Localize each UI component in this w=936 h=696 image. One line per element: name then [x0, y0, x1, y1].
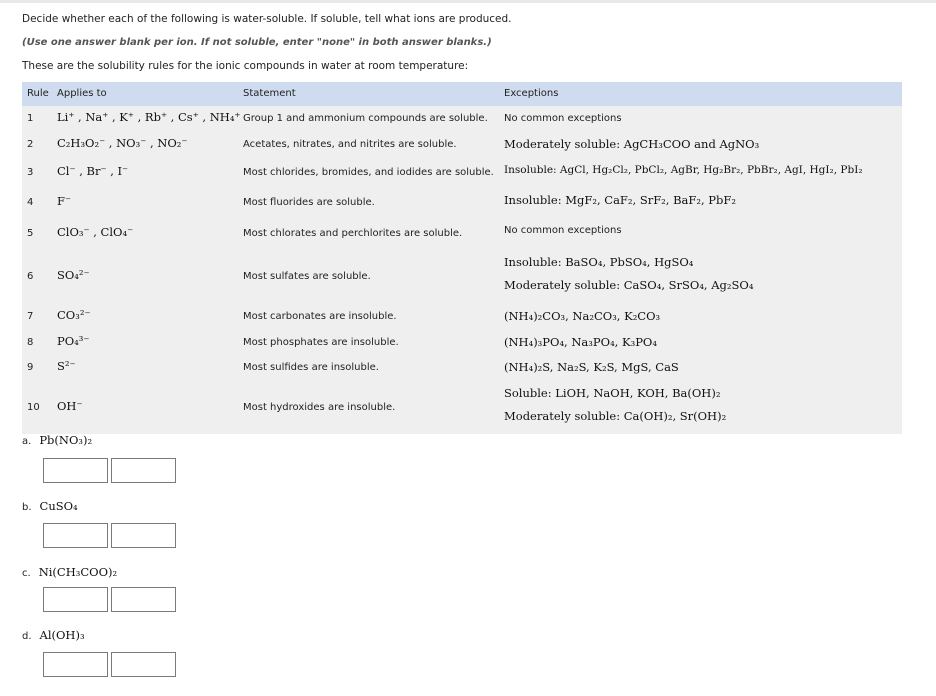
applies-to-ions: PO₄³⁻	[57, 334, 90, 348]
rule-number: 8	[27, 337, 34, 348]
rule-exceptions: Insoluble: AgCl, Hg₂Cl₂, PbCl₂, AgBr, Hg₂Br₂, PbBr₂, AgI, HgI₂, PbI₂	[504, 164, 863, 176]
rule-exceptions: (NH₄)₃PO₄, Na₃PO₄, K₃PO₄	[504, 335, 657, 349]
applies-to-ions: S²⁻	[57, 359, 76, 373]
rule-exceptions: (NH₄)₂S, Na₂S, K₂S, MgS, CaS	[504, 360, 679, 374]
answer-blank-a-2[interactable]	[111, 458, 176, 483]
part-d	[22, 628, 85, 642]
compound-formula: Ni(CH₃COO)₂	[38, 565, 118, 579]
rule-exceptions: No common exceptions	[504, 113, 622, 124]
rule-number: 5	[27, 228, 34, 239]
compound-formula: CuSO₄	[39, 499, 78, 513]
applies-to-ions: C₂H₃O₂⁻ , NO₃⁻ , NO₂⁻	[57, 136, 188, 150]
rule-number: 6	[27, 271, 34, 282]
rule-exceptions: Moderately soluble: CaSO₄, SrSO₄, Ag₂SO₄	[504, 278, 754, 292]
part-letter: b.	[22, 502, 32, 513]
applies-to-ions: Cl⁻ , Br⁻ , I⁻	[57, 164, 129, 178]
applies-to-ions: OH⁻	[57, 399, 83, 413]
rule-exceptions: Soluble: LiOH, NaOH, KOH, Ba(OH)₂	[504, 386, 721, 400]
question-hint: (Use one answer blank per ion. If not soluble, enter "none" in both answer blanks.)	[22, 37, 492, 48]
compound-formula: Pb(NO₃)₂	[39, 433, 93, 447]
question-text: Decide whether each of the following is water-soluble. If soluble, tell what ions are produced.	[22, 13, 512, 25]
table-header	[22, 82, 902, 106]
rule-statement: Most fluorides are soluble.	[243, 197, 375, 208]
answer-blank-c-1[interactable]	[43, 587, 108, 612]
part-c	[22, 565, 117, 579]
part-a	[22, 433, 92, 447]
header-exceptions: Exceptions	[504, 88, 559, 99]
rule-statement: Group 1 and ammonium compounds are soluble.	[243, 113, 488, 124]
rule-number: 2	[27, 139, 34, 150]
rule-number: 3	[27, 167, 34, 178]
header-rule: Rule	[27, 88, 49, 99]
rule-statement: Most hydroxides are insoluble.	[243, 402, 396, 413]
answer-blank-b-2[interactable]	[111, 523, 176, 548]
rule-number: 7	[27, 311, 34, 322]
rule-statement: Acetates, nitrates, and nitrites are soluble.	[243, 139, 457, 150]
compound-formula: Al(OH)₃	[39, 628, 85, 642]
rule-statement: Most chlorates and perchlorites are soluble.	[243, 228, 463, 239]
rule-statement: Most phosphates are insoluble.	[243, 337, 399, 348]
rule-number: 4	[27, 197, 34, 208]
answer-blank-c-2[interactable]	[111, 587, 176, 612]
rule-statement: Most sulfates are soluble.	[243, 271, 371, 282]
part-letter: c.	[22, 568, 31, 579]
rule-exceptions: Insoluble: BaSO₄, PbSO₄, HgSO₄	[504, 255, 694, 269]
applies-to-ions: ClO₃⁻ , ClO₄⁻	[57, 225, 134, 239]
header-statement: Statement	[243, 88, 296, 99]
rule-exceptions: Moderately soluble: AgCH₃COO and AgNO₃	[504, 137, 760, 151]
header-applies-to: Applies to	[57, 88, 107, 99]
top-divider	[0, 0, 936, 3]
rule-exceptions: No common exceptions	[504, 225, 622, 236]
rule-number: 1	[27, 113, 34, 124]
rule-statement: Most sulfides are insoluble.	[243, 362, 379, 373]
rules-intro: These are the solubility rules for the ionic compounds in water at room temperature:	[22, 60, 469, 72]
rule-number: 10	[27, 402, 40, 413]
applies-to-ions: CO₃²⁻	[57, 308, 91, 322]
answer-blank-d-2[interactable]	[111, 652, 176, 677]
applies-to-ions: F⁻	[57, 194, 72, 208]
rule-statement: Most chlorides, bromides, and iodides are soluble.	[243, 167, 494, 178]
rule-exceptions: Moderately soluble: Ca(OH)₂, Sr(OH)₂	[504, 409, 727, 423]
answer-blank-b-1[interactable]	[43, 523, 108, 548]
rule-exceptions: Insoluble: MgF₂, CaF₂, SrF₂, BaF₂, PbF₂	[504, 193, 736, 207]
solubility-rules-table	[22, 82, 902, 434]
applies-to-ions: SO₄²⁻	[57, 268, 90, 282]
rule-number: 9	[27, 362, 34, 373]
answer-blank-d-1[interactable]	[43, 652, 108, 677]
part-b	[22, 499, 78, 513]
part-letter: d.	[22, 631, 32, 642]
answer-blank-a-1[interactable]	[43, 458, 108, 483]
rule-exceptions: (NH₄)₂CO₃, Na₂CO₃, K₂CO₃	[504, 309, 661, 323]
applies-to-ions: Li⁺ , Na⁺ , K⁺ , Rb⁺ , Cs⁺ , NH₄⁺	[57, 110, 241, 124]
part-letter: a.	[22, 436, 32, 447]
rule-statement: Most carbonates are insoluble.	[243, 311, 397, 322]
